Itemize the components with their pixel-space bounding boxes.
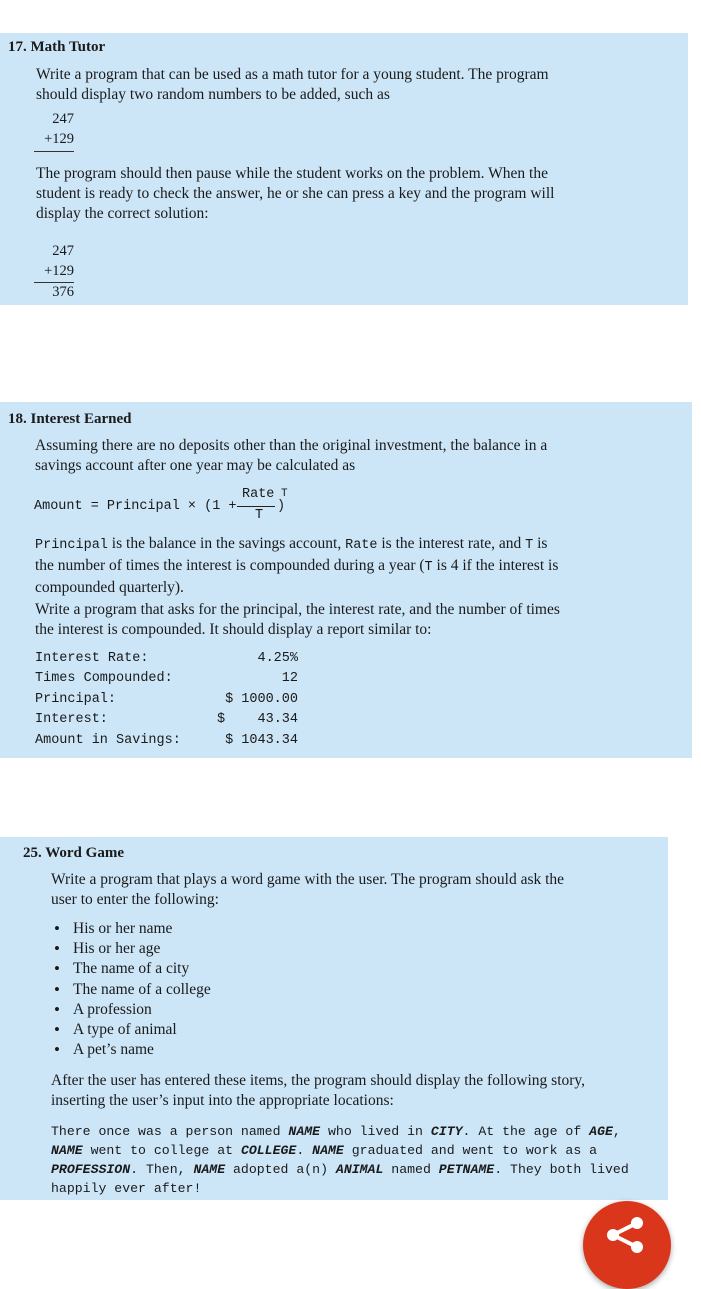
report-value: 4.25% (257, 651, 298, 666)
list-item: • A pet’s name (51, 1040, 211, 1060)
input-item-list (51, 919, 211, 1060)
problem-17-title: 17. Math Tutor (8, 39, 106, 55)
problem-25-after: After the user has entered these items, the program should display the following story, inserting the user’s input into the appropriate locations: (51, 1072, 586, 1109)
problem-17-intro: Write a program that can be used as a math tutor for a young student. The program should display two random numbers to be added, such as (36, 66, 549, 103)
report-value: 12 (281, 671, 298, 686)
list-item: • A profession (51, 1000, 211, 1020)
problem-18-intro: Assuming there are no deposits other than the original investment, the balance in a savings account after one year may be calculated as (35, 437, 548, 474)
report-label: Times Compounded: (35, 671, 173, 686)
share-icon (583, 1201, 671, 1289)
report-value: $ 1000.00 (225, 692, 298, 707)
problem-18-title: 18. Interest Earned (8, 411, 132, 427)
formula-exponent: T (281, 488, 288, 500)
formula-denominator: T (255, 508, 264, 523)
problem-18-card (0, 402, 692, 758)
problem-25-card (0, 837, 668, 1200)
formula-left: Amount = Principal × (1 + (34, 499, 237, 514)
list-item: • The name of a city (51, 959, 211, 979)
report-value: $ 1043.34 (225, 733, 298, 748)
list-item: • The name of a college (51, 980, 211, 1000)
addition-sum: 376 (52, 284, 74, 300)
report-label: Interest: (35, 712, 108, 727)
problem-17-middle: The program should then pause while the student works on the problem. When the student is ready to check the answer, he or she can press a key and the program will display the correct solution: (36, 165, 555, 222)
addition-example-2: 247 +129 (44, 243, 74, 279)
addition-example-1: 247 +129 (44, 111, 74, 147)
story-text: There once was a person named NAME who lived in CITY. At the age of AGE, NAME went to college at COLLEGE. NAME graduated and went to work as a PROFESSION. Then, NAME adopted a(n) ANIMAL named PETNAME. They both lived happily ever after! (51, 1124, 629, 1196)
problem-18-description: Principal is the balance in the savings account, Rate is the interest rate, and T is the number of times the interest is compounded during a year (T is 4 if the interest is compounded quarterly). (35, 535, 559, 596)
report-value: $ 43.34 (216, 712, 298, 727)
formula-close-paren: ) (277, 499, 286, 514)
problem-25-intro: Write a program that plays a word game with the user. The program should ask the user to enter the following: (51, 871, 565, 908)
list-item: • His or her age (51, 939, 211, 959)
report-label: Principal: (35, 692, 117, 707)
problem-17-card (0, 33, 688, 305)
report-label: Amount in Savings: (35, 733, 181, 748)
fraction-bar (237, 506, 275, 507)
formula-numerator: Rate (242, 487, 275, 502)
divider-line (34, 151, 74, 152)
compound-interest-formula (34, 486, 334, 526)
list-item: • A type of animal (51, 1020, 211, 1040)
report-label: Interest Rate: (35, 651, 149, 666)
problem-25-title: 25. Word Game (23, 845, 124, 861)
problem-18-ask: Write a program that asks for the principal, the interest rate, and the number of times the interest is compounded. It should display a report similar to: (35, 601, 560, 638)
list-item: • His or her name (51, 919, 211, 939)
share-button[interactable] (583, 1201, 671, 1289)
